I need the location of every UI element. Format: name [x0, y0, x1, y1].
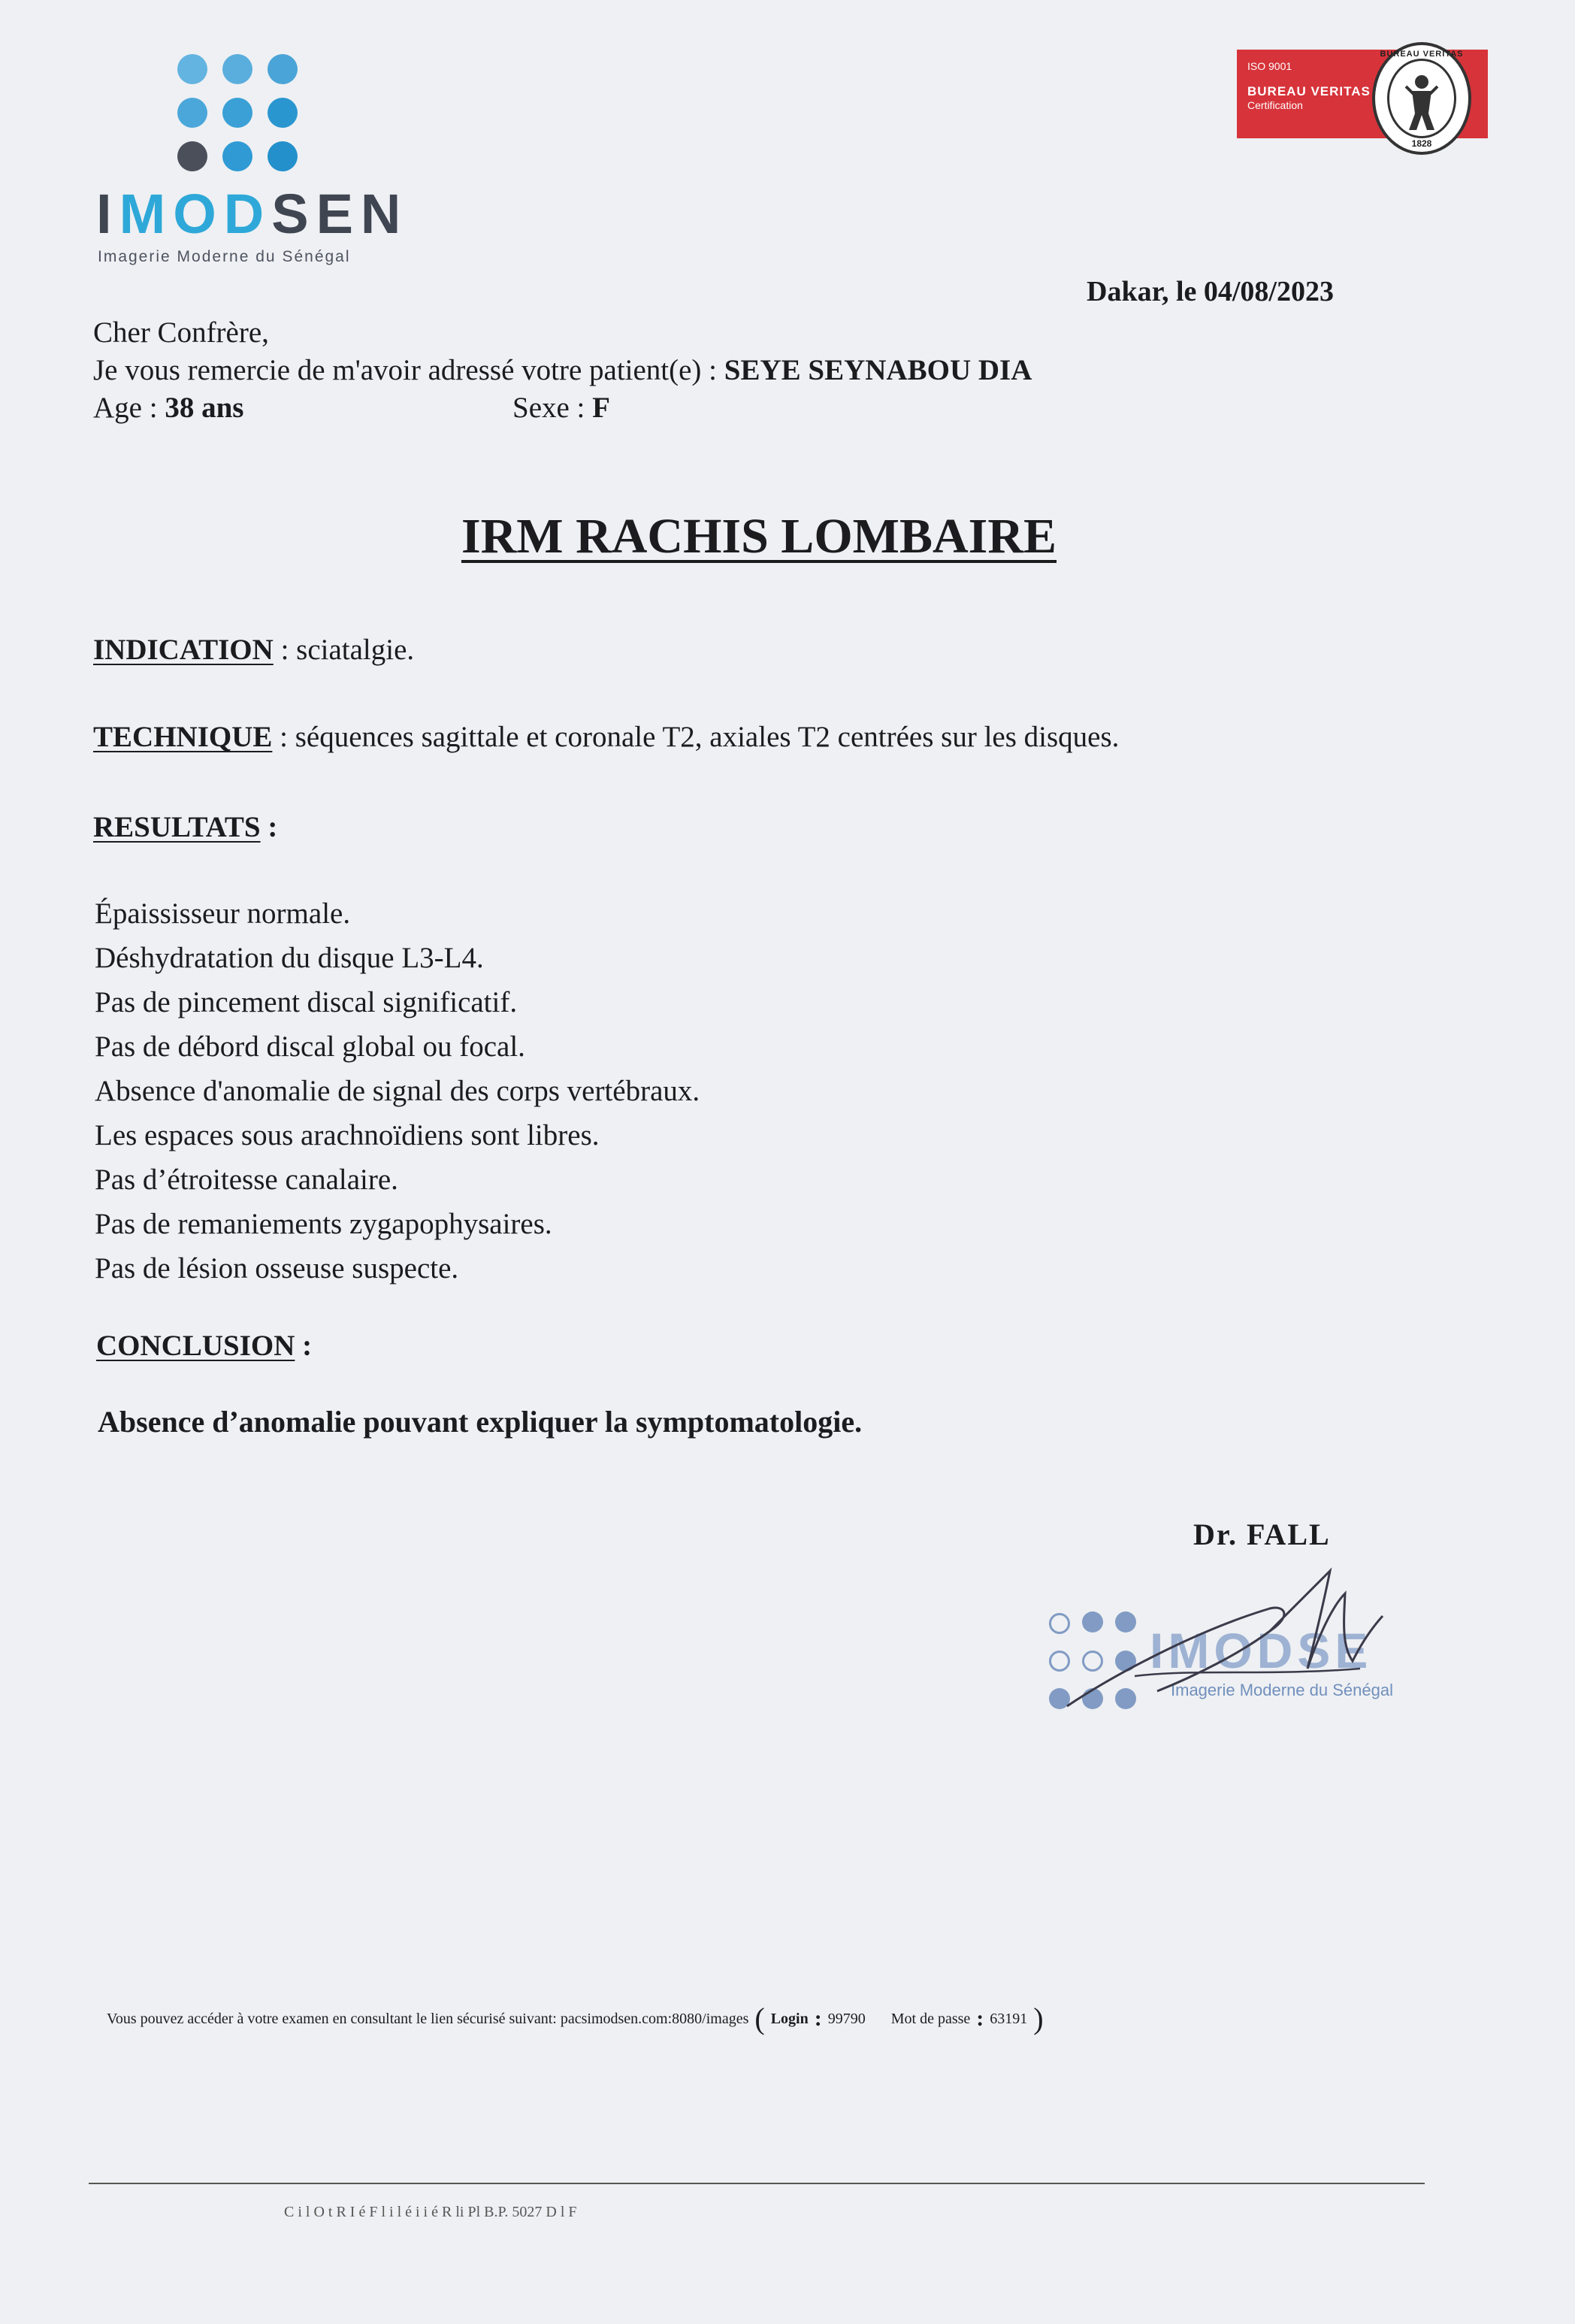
results-heading: RESULTATS : — [93, 811, 278, 843]
result-line: Pas de pincement discal significatif. — [95, 986, 518, 1018]
clinic-stamp — [1044, 1563, 1465, 1744]
logo-wordmark: IMODSEN — [96, 183, 409, 245]
patient-sex: Sexe : F — [512, 392, 610, 424]
intro-line: Je vous remercie de m'avoir adressé votre patient(e) : SEYE SEYNABOU DIA — [93, 354, 1032, 386]
password-value: 63191 — [990, 2011, 1028, 2027]
password-label: Mot de passe — [890, 2011, 971, 2027]
result-line: Déshydratation du disque L3-L4. — [95, 942, 484, 974]
result-line: Pas d’étroitesse canalaire. — [95, 1164, 398, 1196]
results-list — [95, 891, 700, 1291]
cert-brand: BUREAU VERITAS — [1247, 84, 1371, 98]
figure-icon — [1389, 61, 1454, 136]
login-value: 99790 — [827, 2011, 866, 2027]
handwritten-signature-icon — [1044, 1563, 1465, 1744]
footer-address-cropped: C i l O t R I é F l i l é i i é R li Pl B.P. 5027 D l F — [284, 2204, 577, 2220]
stamp-wordmark: IMODSE — [1150, 1623, 1373, 1678]
greeting: Cher Confrère, — [93, 316, 269, 349]
cert-iso: ISO 9001 — [1247, 60, 1292, 72]
letter-date: Dakar, le 04/08/2023 — [1087, 276, 1334, 307]
certification-badge — [1237, 42, 1488, 149]
result-line: Pas de débord discal global ou focal. — [95, 1030, 525, 1063]
access-note: Vous pouvez accéder à votre examen en consultant le lien sécurisé suivant: pacsimodsen.com:8080/images ( Login : 99790 Mot de passe : 63191 ) — [107, 2002, 1044, 2035]
cert-label: Certification — [1247, 99, 1303, 111]
indication-label: INDICATION — [93, 634, 274, 666]
bureau-veritas-seal-icon: BUREAU VERITAS 1828 — [1372, 42, 1471, 155]
technique-label: TECHNIQUE — [93, 721, 273, 753]
patient-age: Age : 38 ans — [93, 392, 244, 424]
result-line: Pas de lésion osseuse suspecte. — [95, 1252, 459, 1285]
result-line: Épaississeur normale. — [95, 897, 351, 930]
result-line: Les espaces sous arachnoïdiens sont libres. — [95, 1119, 600, 1151]
patient-name: SEYE SEYNABOU DIA — [724, 354, 1032, 386]
login-label: Login — [770, 2011, 809, 2027]
footer-divider — [89, 2183, 1425, 2184]
conclusion-heading: CONCLUSION : — [96, 1330, 313, 1362]
report-title: IRM RACHIS LOMBAIRE — [461, 509, 1057, 564]
result-line: Absence d'anomalie de signal des corps vertébraux. — [95, 1075, 700, 1107]
result-line: Pas de remaniements zygapophysaires. — [95, 1208, 552, 1240]
stamp-tagline: Imagerie Moderne du Sénégal — [1171, 1681, 1393, 1699]
technique: TECHNIQUE : séquences sagittale et coronale T2, axiales T2 centrées sur les disques. — [93, 721, 1120, 753]
conclusion-text: Absence d’anomalie pouvant expliquer la symptomatologie. — [98, 1405, 863, 1439]
logo-tagline: Imagerie Moderne du Sénégal — [98, 248, 351, 265]
logo-dots-icon — [177, 54, 298, 174]
doctor-name: Dr. FALL — [1193, 1518, 1331, 1551]
indication: INDICATION : sciatalgie. — [93, 634, 415, 666]
